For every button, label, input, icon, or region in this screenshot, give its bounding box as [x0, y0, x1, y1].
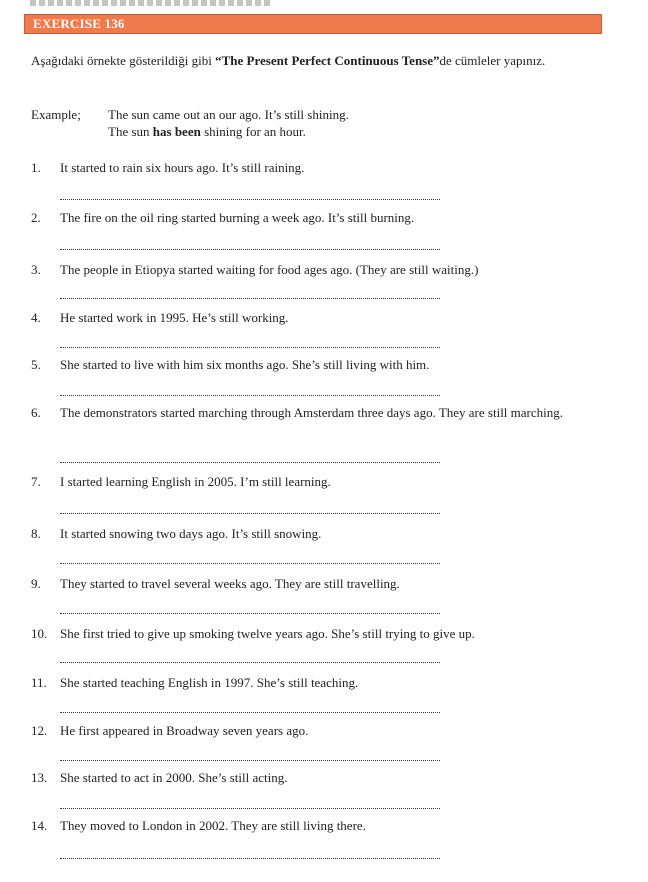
instruction-tense-name: “The Present Perfect Continuous Tense” — [215, 53, 440, 68]
answer-line-2[interactable] — [60, 249, 440, 250]
item-sentence: The fire on the oil ring started burning a week ago. It’s still burning. — [60, 210, 415, 225]
item-sentence: They started to travel several weeks ago. They are still travelling. — [60, 576, 400, 591]
item-number: 12. — [31, 723, 48, 738]
item-sentence: She first tried to give up smoking twelve years ago. She’s still trying to give up. — [60, 626, 475, 641]
answer-line-1[interactable] — [60, 199, 440, 200]
item-number: 8. — [31, 526, 41, 541]
item-number: 2. — [31, 210, 41, 225]
item-sentence: The demonstrators started marching through Amsterdam three days ago. They are still marching. — [60, 405, 564, 420]
instruction-text — [31, 52, 591, 69]
exercise-header — [24, 14, 602, 34]
example-line-2-before: The sun — [108, 124, 153, 139]
item-number: 6. — [31, 405, 41, 420]
example-line-2-after: shining for an hour. — [200, 124, 306, 139]
item-sentence: He started work in 1995. He’s still working. — [60, 310, 289, 325]
example-label: Example; — [31, 107, 81, 122]
answer-line-11[interactable] — [60, 712, 440, 713]
answer-line-7[interactable] — [60, 513, 440, 514]
answer-line-10[interactable] — [60, 662, 440, 663]
example-line-2-bold: has been — [152, 124, 201, 139]
item-number: 5. — [31, 357, 41, 372]
item-number: 13. — [31, 770, 48, 785]
example-line-2 — [108, 124, 306, 140]
item-number: 11. — [31, 675, 47, 690]
item-sentence: It started to rain six hours ago. It’s still raining. — [60, 160, 305, 175]
top-edge-strip — [30, 0, 270, 6]
instruction-before: Aşağıdaki örnekte gösterildiği gibi — [31, 53, 216, 68]
item-number: 7. — [31, 474, 41, 489]
item-sentence: I started learning English in 2005. I’m still learning. — [60, 474, 331, 489]
item-number: 1. — [31, 160, 41, 175]
answer-line-9[interactable] — [60, 613, 440, 614]
answer-line-14[interactable] — [60, 858, 440, 859]
instruction-after: de cümleler yapınız. — [439, 53, 546, 68]
answer-line-4[interactable] — [60, 347, 440, 348]
item-number: 9. — [31, 576, 41, 591]
answer-line-8[interactable] — [60, 563, 440, 564]
exercise-title: EXERCISE 136 — [33, 16, 125, 31]
answer-line-3[interactable] — [60, 298, 440, 299]
answer-line-6[interactable] — [60, 462, 440, 463]
answer-line-5[interactable] — [60, 395, 440, 396]
item-sentence: She started to act in 2000. She’s still acting. — [60, 770, 288, 785]
item-number: 4. — [31, 310, 41, 325]
item-sentence: It started snowing two days ago. It’s still snowing. — [60, 526, 322, 541]
item-sentence: The people in Etiopya started waiting for food ages ago. (They are still waiting.) — [60, 262, 479, 277]
answer-line-13[interactable] — [60, 808, 440, 809]
item-sentence: He first appeared in Broadway seven years ago. — [60, 723, 309, 738]
example-line-1: The sun came out an our ago. It’s still shining. — [108, 107, 349, 122]
item-sentence: She started to live with him six months ago. She’s still living with him. — [60, 357, 430, 372]
item-number: 3. — [31, 262, 41, 277]
item-number: 10. — [31, 626, 48, 641]
answer-line-12[interactable] — [60, 760, 440, 761]
item-number: 14. — [31, 818, 48, 833]
item-sentence: They moved to London in 2002. They are still living there. — [60, 818, 366, 833]
item-sentence: She started teaching English in 1997. She’s still teaching. — [60, 675, 359, 690]
